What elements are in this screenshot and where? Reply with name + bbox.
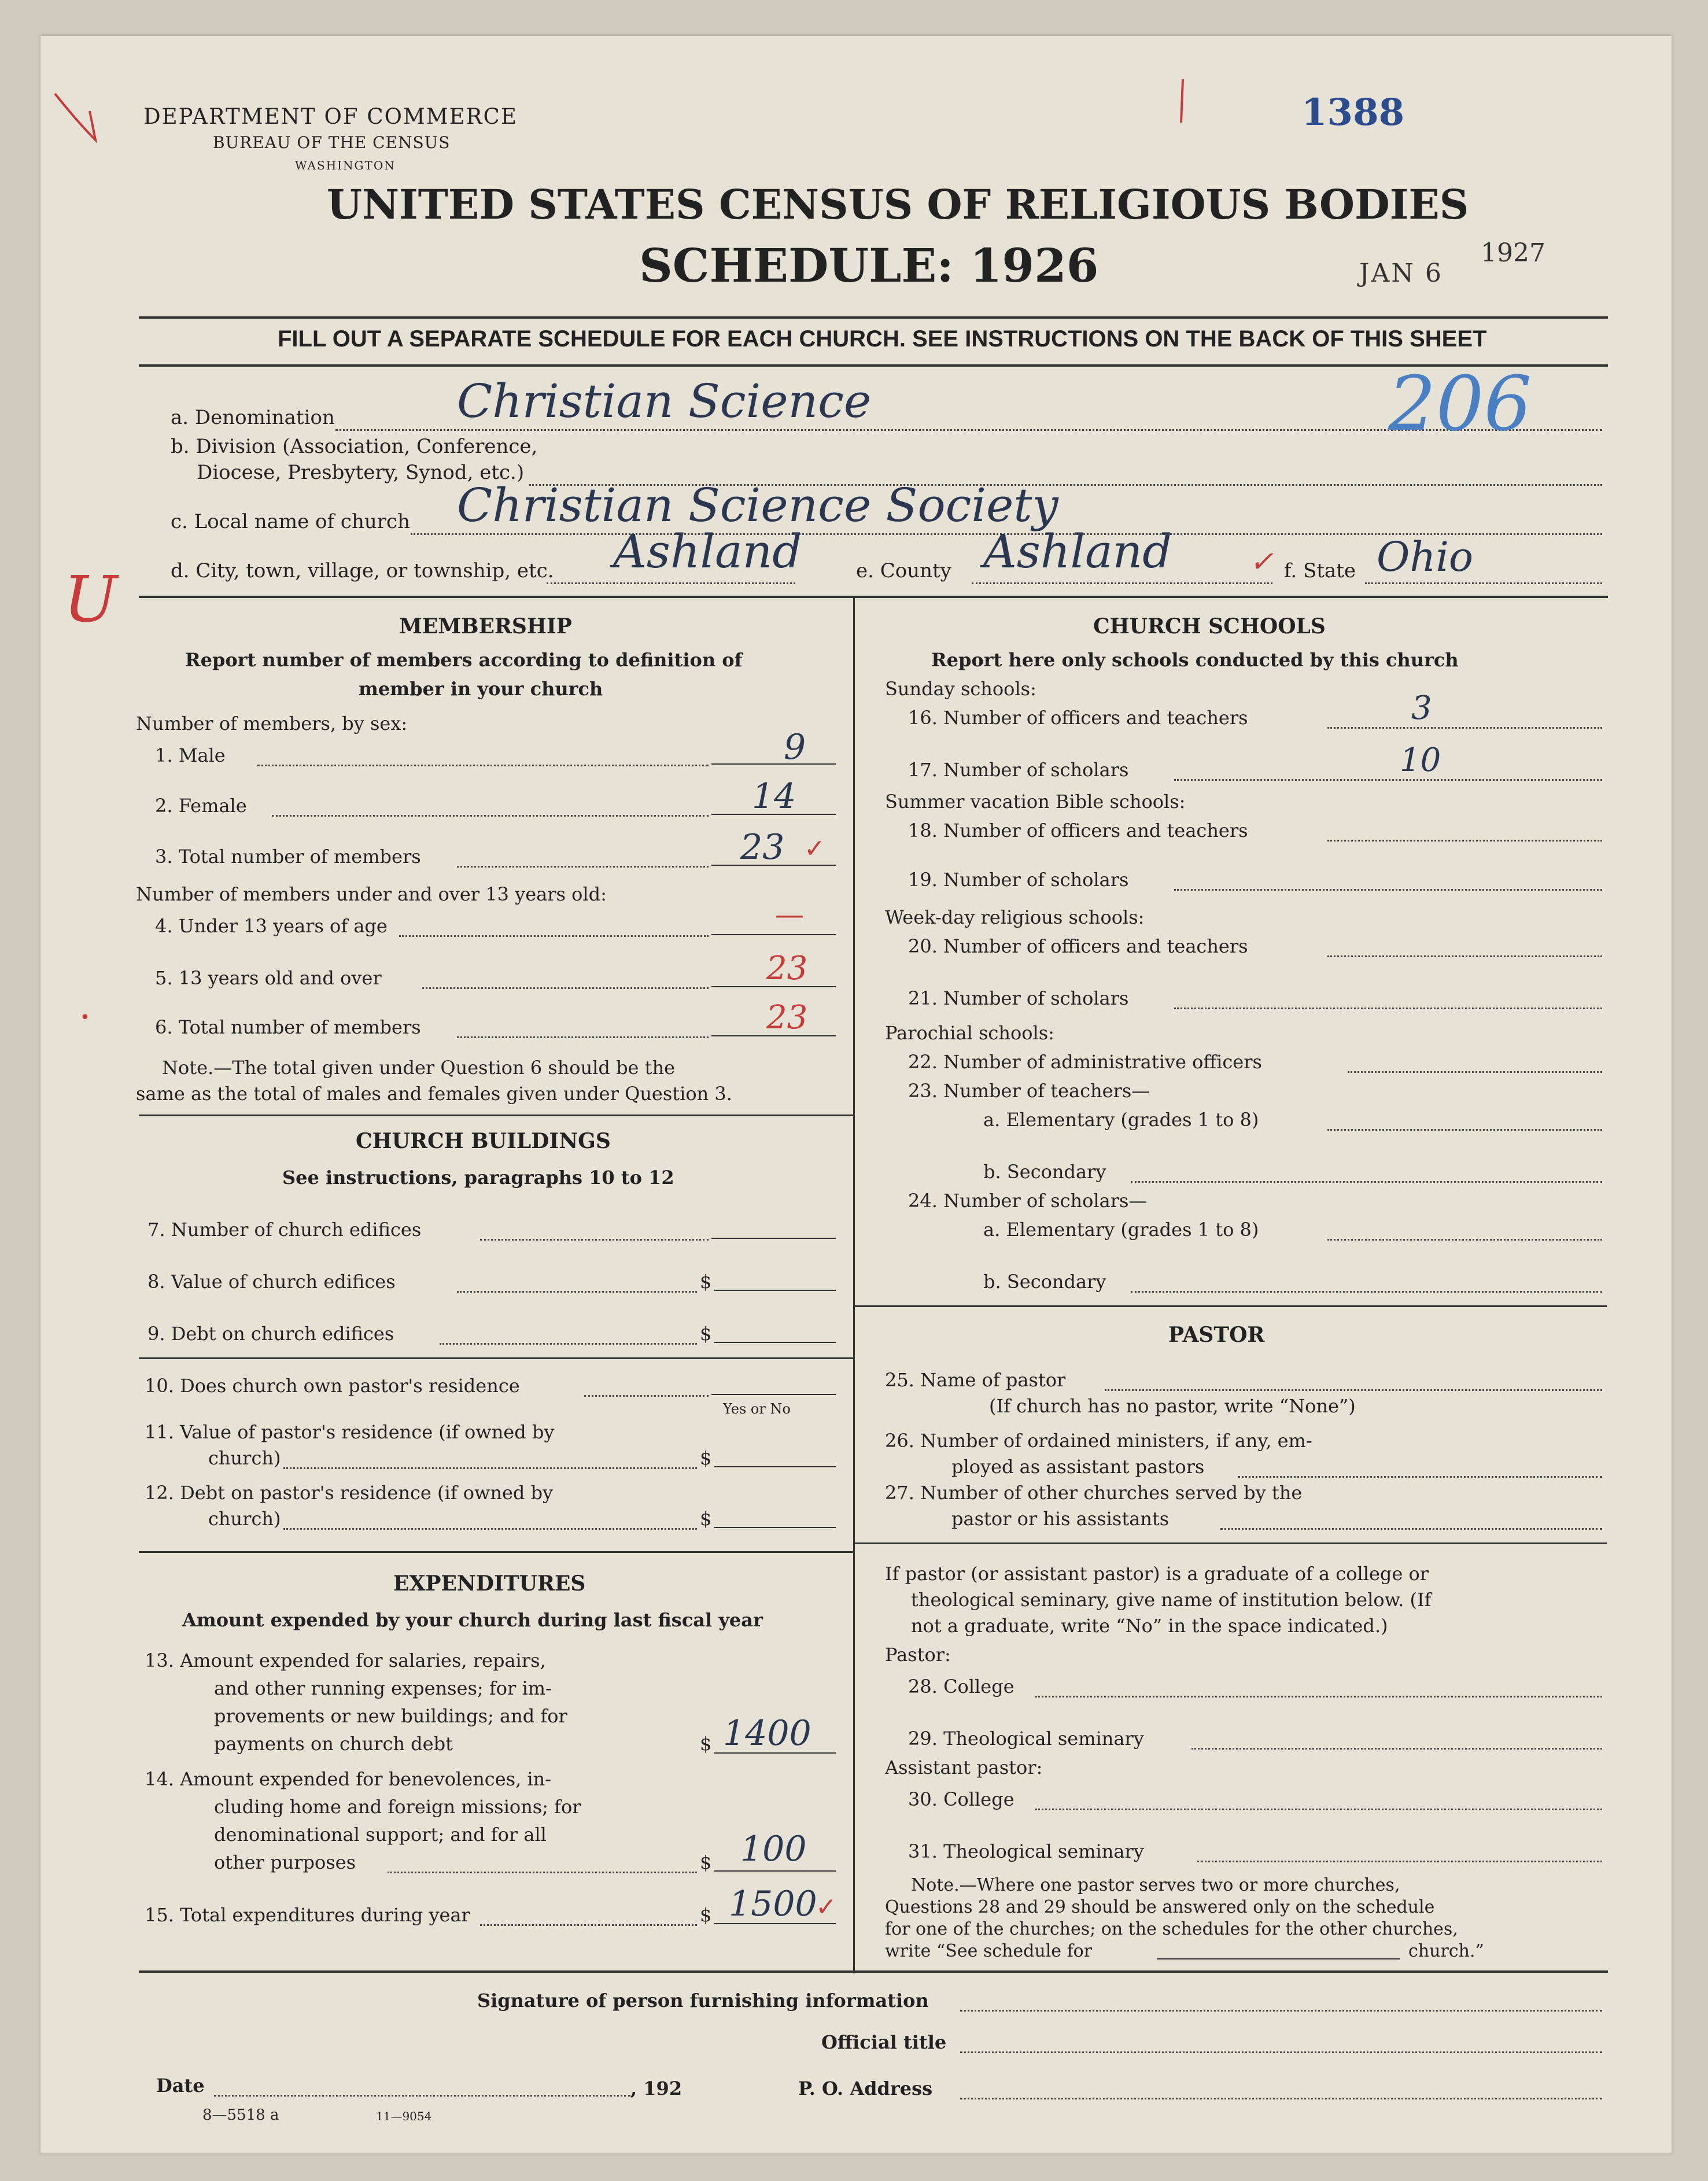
schools-bottom-rule [855, 1305, 1607, 1307]
q1-label: 1. Male [155, 744, 226, 766]
date-label: Date [156, 2075, 205, 2097]
bureau-name: BUREAU OF THE CENSUS [213, 133, 451, 152]
q11-label-cont: church) [208, 1447, 281, 1469]
q24a-label: a. Elementary (grades 1 to 8) [983, 1219, 1259, 1241]
bureau-city: WASHINGTON [295, 158, 396, 172]
q23b-line[interactable] [1131, 1181, 1602, 1183]
graduate-instruction-1: If pastor (or assistant pastor) is a graduate of a college or [885, 1563, 1429, 1585]
q2-value: 14 [752, 776, 796, 817]
print-number: 11—9054 [376, 2109, 432, 2123]
q8-dollar: $ [700, 1271, 712, 1293]
q14-answer-line[interactable] [714, 1870, 836, 1872]
q3-label: 3. Total number of members [155, 846, 421, 868]
q5-value: 23 [766, 950, 808, 987]
city-label: d. City, town, village, or township, etc. [171, 559, 554, 582]
q23-label: 23. Number of teachers— [908, 1080, 1150, 1102]
q30-line[interactable] [1035, 1809, 1602, 1810]
q12-leader [283, 1528, 697, 1530]
q25-line[interactable] [1105, 1389, 1602, 1391]
column-divider [853, 597, 855, 1973]
buildings-heading: CHURCH BUILDINGS [356, 1129, 611, 1153]
q7-leader [480, 1239, 709, 1241]
q12-answer-line[interactable] [714, 1527, 836, 1528]
q20-label: 20. Number of officers and teachers [908, 935, 1248, 957]
pastor-mid-rule [855, 1542, 1607, 1544]
q15-check-mark: ✓ [816, 1892, 837, 1922]
signature-line[interactable] [960, 2010, 1602, 2012]
q15-leader [480, 1924, 697, 1926]
received-year-stamp: 1927 [1481, 238, 1545, 268]
q9-label: 9. Debt on church edifices [147, 1323, 394, 1345]
q9-dollar: $ [700, 1323, 712, 1345]
q3-leader [457, 866, 709, 868]
schedule-title: SCHEDULE: 1926 [639, 238, 1099, 293]
q23b-label: b. Secondary [983, 1161, 1106, 1183]
q28-label: 28. College [908, 1676, 1015, 1697]
q2-leader [272, 815, 709, 817]
buildings-subtitle: See instructions, paragraphs 10 to 12 [282, 1167, 674, 1189]
membership-subtitle-1: Report number of members according to definition of [185, 649, 743, 671]
q11-label: 11. Value of pastor's residence (if owned by [145, 1421, 555, 1443]
q7-answer-line[interactable] [711, 1238, 836, 1239]
schedule-number: 1388 [1301, 91, 1405, 134]
q12-label: 12. Debt on pastor's residence (if owned by [145, 1482, 554, 1504]
q18-label: 18. Number of officers and teachers [908, 820, 1248, 842]
form-number: 8—5518 a [202, 2106, 279, 2124]
q17-label: 17. Number of scholars [908, 759, 1129, 781]
membership-note-1: Note.—The total given under Question 6 should be the [162, 1057, 676, 1079]
q15-dollar: $ [700, 1904, 712, 1926]
q31-label: 31. Theological seminary [908, 1840, 1144, 1862]
red-check-mark [49, 88, 107, 152]
summer-schools-label: Summer vacation Bible schools: [885, 791, 1186, 813]
expenditures-subtitle: Amount expended by your church during last fiscal year [182, 1609, 763, 1631]
q24b-line[interactable] [1131, 1291, 1602, 1293]
q19-line[interactable] [1174, 889, 1602, 891]
official-title-label: Official title [821, 2031, 947, 2053]
state-label: f. State [1284, 559, 1356, 582]
q14-label-1: 14. Amount expended for benevolences, in- [145, 1768, 552, 1790]
q14-label-4: other purposes [214, 1851, 356, 1873]
q14-label-2: cluding home and foreign missions; for [214, 1796, 581, 1818]
membership-subtitle-2: member in your church [359, 678, 603, 700]
q9-leader [440, 1343, 697, 1345]
q16-label: 16. Number of officers and teachers [908, 707, 1248, 729]
pastor-note-1: Note.—Where one pastor serves two or more churches, [911, 1875, 1400, 1895]
q10-leader [584, 1395, 709, 1397]
q14-value: 100 [740, 1829, 807, 1869]
q14-leader [388, 1872, 697, 1873]
q12-dollar: $ [700, 1508, 712, 1530]
local-name-value: Christian Science Society [457, 478, 1058, 532]
q27-label-2: pastor or his assistants [951, 1508, 1170, 1530]
q27-label-1: 27. Number of other churches served by the [885, 1482, 1303, 1504]
division-label: b. Division (Association, Conference, [171, 435, 538, 458]
header-rule-top [139, 316, 1608, 319]
q1-value: 9 [784, 727, 806, 767]
q25-label: 25. Name of pastor [885, 1369, 1066, 1391]
yes-no-caption: Yes or No [723, 1401, 791, 1417]
date-line[interactable] [214, 2095, 630, 2097]
q23a-line[interactable] [1327, 1129, 1602, 1131]
q6-leader [457, 1036, 709, 1038]
q21-label: 21. Number of scholars [908, 987, 1129, 1009]
q17-value: 10 [1400, 741, 1441, 779]
expenditures-heading: EXPENDITURES [393, 1571, 586, 1596]
denomination-code: 206 [1388, 360, 1532, 448]
q24-label: 24. Number of scholars— [908, 1190, 1148, 1212]
membership-heading: MEMBERSHIP [399, 614, 572, 639]
q21-line[interactable] [1174, 1008, 1602, 1009]
section-rule-bottom [139, 1970, 1608, 1973]
po-address-label: P. O. Address [798, 2077, 933, 2099]
state-value: Ohio [1377, 533, 1474, 581]
q26-label-2: ployed as assistant pastors [951, 1456, 1205, 1478]
local-name-label: c. Local name of church [171, 510, 410, 533]
q10-answer-line[interactable] [711, 1394, 836, 1395]
q4-value: — [775, 898, 804, 931]
schools-heading: CHURCH SCHOOLS [1093, 614, 1326, 639]
q13-value: 1400 [723, 1713, 811, 1754]
graduate-instruction-2: theological seminary, give name of institution below. (If [911, 1589, 1432, 1611]
q13-dollar: $ [700, 1733, 712, 1755]
signature-label: Signature of person furnishing information [477, 1990, 929, 2012]
q7-label: 7. Number of church edifices [147, 1219, 422, 1241]
q18-line[interactable] [1327, 840, 1602, 842]
q22-label: 22. Number of administrative officers [908, 1051, 1262, 1073]
q16-value: 3 [1411, 689, 1432, 727]
q27-line[interactable] [1220, 1528, 1602, 1530]
date-year-suffix: , 192 [630, 2077, 683, 2099]
q11-answer-line[interactable] [714, 1466, 836, 1467]
q8-answer-line[interactable] [714, 1290, 836, 1291]
pastor-subsection-label: Pastor: [885, 1644, 951, 1666]
see-schedule-line[interactable] [1157, 1958, 1400, 1959]
membership-note-2: same as the total of males and females given under Question 3. [136, 1083, 732, 1105]
state-line[interactable] [1365, 582, 1602, 584]
q13-label-1: 13. Amount expended for salaries, repairs, [145, 1649, 546, 1671]
q29-line[interactable] [1191, 1748, 1602, 1750]
membership-bottom-rule [139, 1115, 853, 1116]
census-schedule-sheet [40, 36, 1672, 2153]
po-address-line[interactable] [960, 2098, 1602, 2099]
graduate-instruction-3: not a graduate, write “No” in the space indicated.) [911, 1615, 1388, 1637]
q5-label: 5. 13 years old and over [155, 967, 382, 989]
q14-label-3: denominational support; and for all [214, 1824, 547, 1846]
denomination-label: a. Denomination [171, 406, 335, 429]
buildings-bottom-rule [139, 1551, 853, 1553]
buildings-mid-rule [139, 1357, 853, 1359]
assistant-pastor-label: Assistant pastor: [885, 1756, 1043, 1778]
q13-label-3: provements or new buildings; and for [214, 1705, 567, 1727]
q5-leader [422, 987, 709, 989]
q13-label-4: payments on church debt [214, 1733, 453, 1755]
header-rule-bottom [139, 364, 1608, 367]
q10-label: 10. Does church own pastor's residence [145, 1375, 520, 1397]
q26-line[interactable] [1238, 1476, 1602, 1478]
q9-answer-line[interactable] [714, 1342, 836, 1343]
q29-label: 29. Theological seminary [908, 1728, 1144, 1750]
q4-answer-line[interactable] [711, 934, 836, 935]
q4-leader [399, 935, 709, 937]
q3-check-mark: ✓ [804, 834, 825, 863]
pastor-note-4: write “See schedule for [885, 1941, 1093, 1961]
form-title: UNITED STATES CENSUS OF RELIGIOUS BODIES [327, 180, 1469, 228]
sunday-schools-label: Sunday schools: [885, 678, 1036, 700]
red-dot-mark: • [80, 1008, 90, 1028]
q1-answer-line[interactable] [711, 763, 836, 765]
county-value: Ashland [983, 525, 1172, 578]
q2-label: 2. Female [155, 795, 247, 817]
q12-label-cont: church) [208, 1508, 281, 1530]
q24a-line[interactable] [1327, 1239, 1602, 1241]
q3-value: 23 [740, 827, 785, 868]
q13-label-2: and other running expenses; for im- [214, 1677, 552, 1699]
official-title-line[interactable] [960, 2051, 1602, 2053]
q6-value: 23 [766, 999, 808, 1036]
department-name: DEPARTMENT OF COMMERCE [143, 104, 518, 129]
city-value: Ashland [613, 525, 802, 578]
pastor-note-5: church.” [1408, 1941, 1484, 1961]
instruction-banner: FILL OUT A SEPARATE SCHEDULE FOR EACH CHURCH. SEE INSTRUCTIONS ON THE BACK OF THIS SHEET [278, 326, 1487, 352]
q15-value: 1500 [729, 1884, 817, 1924]
q14-dollar: $ [700, 1851, 712, 1873]
section-rule-top [139, 596, 1608, 598]
q11-leader [283, 1467, 697, 1469]
q31-line[interactable] [1197, 1861, 1602, 1862]
q25-note: (If church has no pastor, write “None”) [989, 1395, 1356, 1417]
denomination-value: Christian Science [457, 374, 872, 428]
division-label-cont: Diocese, Presbytery, Synod, etc.) [197, 461, 525, 484]
pastor-note-2: Questions 28 and 29 should be answered only on the schedule [885, 1897, 1435, 1917]
q26-label-1: 26. Number of ordained ministers, if any, em- [885, 1430, 1312, 1452]
q8-leader [457, 1291, 697, 1293]
q30-label: 30. College [908, 1788, 1015, 1810]
q16-line[interactable] [1327, 727, 1602, 729]
q23a-label: a. Elementary (grades 1 to 8) [983, 1109, 1259, 1131]
members-by-sex-label: Number of members, by sex: [136, 713, 408, 735]
q22-line[interactable] [1348, 1071, 1602, 1073]
received-date-stamp: JAN 6 [1359, 259, 1443, 288]
q1-leader [257, 765, 709, 766]
city-line[interactable] [547, 582, 795, 584]
weekday-schools-label: Week-day religious schools: [885, 906, 1145, 928]
county-line[interactable] [972, 582, 1272, 584]
q28-line[interactable] [1035, 1696, 1602, 1697]
red-tick-mark [1174, 76, 1191, 128]
county-check-mark: ✓ [1249, 545, 1274, 578]
q24b-label: b. Secondary [983, 1271, 1106, 1293]
q19-label: 19. Number of scholars [908, 869, 1129, 891]
parochial-schools-label: Parochial schools: [885, 1022, 1054, 1044]
red-u-mark: U [64, 562, 117, 636]
q4-label: 4. Under 13 years of age [155, 915, 388, 937]
q11-dollar: $ [700, 1447, 712, 1469]
q15-label: 15. Total expenditures during year [145, 1904, 470, 1926]
q8-label: 8. Value of church edifices [147, 1271, 396, 1293]
q17-line[interactable] [1174, 779, 1602, 781]
q6-label: 6. Total number of members [155, 1016, 421, 1038]
pastor-heading: PASTOR [1168, 1323, 1265, 1347]
age-header-label: Number of members under and over 13 years old: [136, 883, 607, 905]
county-label: e. County [856, 559, 951, 582]
q20-line[interactable] [1327, 955, 1602, 957]
pastor-note-3: for one of the churches; on the schedules for the other churches, [885, 1919, 1458, 1939]
schools-subtitle: Report here only schools conducted by this church [931, 649, 1459, 671]
